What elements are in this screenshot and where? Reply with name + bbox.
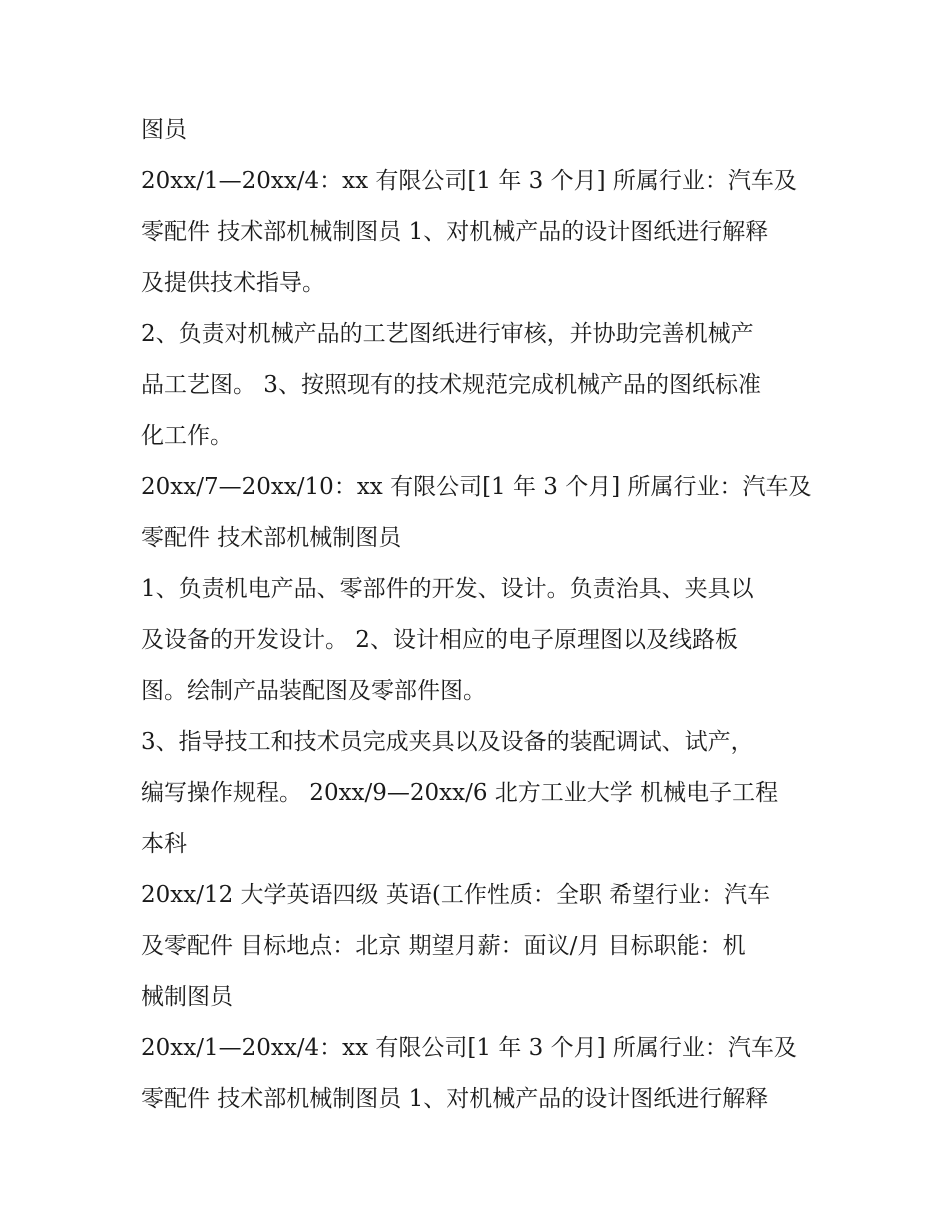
text-line: 械制图员 [141,984,233,1010]
document-body [141,105,821,1125]
text-line: 2、负责对机械产品的工艺图纸进行审核，并协助完善机械产 [141,321,754,347]
text-line: 及零配件 目标地点：北京 期望月薪：面议/月 目标职能：机 [141,933,746,959]
text-line: 及设备的开发设计。 2、设计相应的电子原理图以及线路板 [141,627,738,653]
text-line: 20xx/7—20xx/10：xx 有限公司[1 年 3 个月] 所属行业：汽车及 [141,474,812,500]
text-line: 品工艺图。 3、按照现有的技术规范完成机械产品的图纸标准 [141,372,761,398]
text-line: 20xx/12 大学英语四级 英语(工作性质：全职 希望行业：汽车 [141,882,771,908]
text-line: 图。绘制产品装配图及零部件图。 [141,678,486,704]
text-line: 1、负责机电产品、零部件的开发、设计。负责治具、夹具以 [141,576,754,602]
text-line: 及提供技术指导。 [141,270,325,296]
text-line: 图员 [141,117,187,143]
text-line: 3、指导技工和技术员完成夹具以及设备的装配调试、试产， [141,729,754,755]
text-line: 零配件 技术部机械制图员 [141,525,402,551]
text-line: 零配件 技术部机械制图员 1、对机械产品的设计图纸进行解释 [141,1086,769,1112]
text-line: 编写操作规程。 20xx/9—20xx/6 北方工业大学 机械电子工程 [141,780,779,806]
text-line: 本科 [141,831,187,857]
text-line: 化工作。 [141,423,233,449]
text-line: 20xx/1—20xx/4：xx 有限公司[1 年 3 个月] 所属行业：汽车及 [141,1035,797,1061]
text-line: 零配件 技术部机械制图员 1、对机械产品的设计图纸进行解释 [141,219,769,245]
text-line: 20xx/1—20xx/4：xx 有限公司[1 年 3 个月] 所属行业：汽车及 [141,168,797,194]
